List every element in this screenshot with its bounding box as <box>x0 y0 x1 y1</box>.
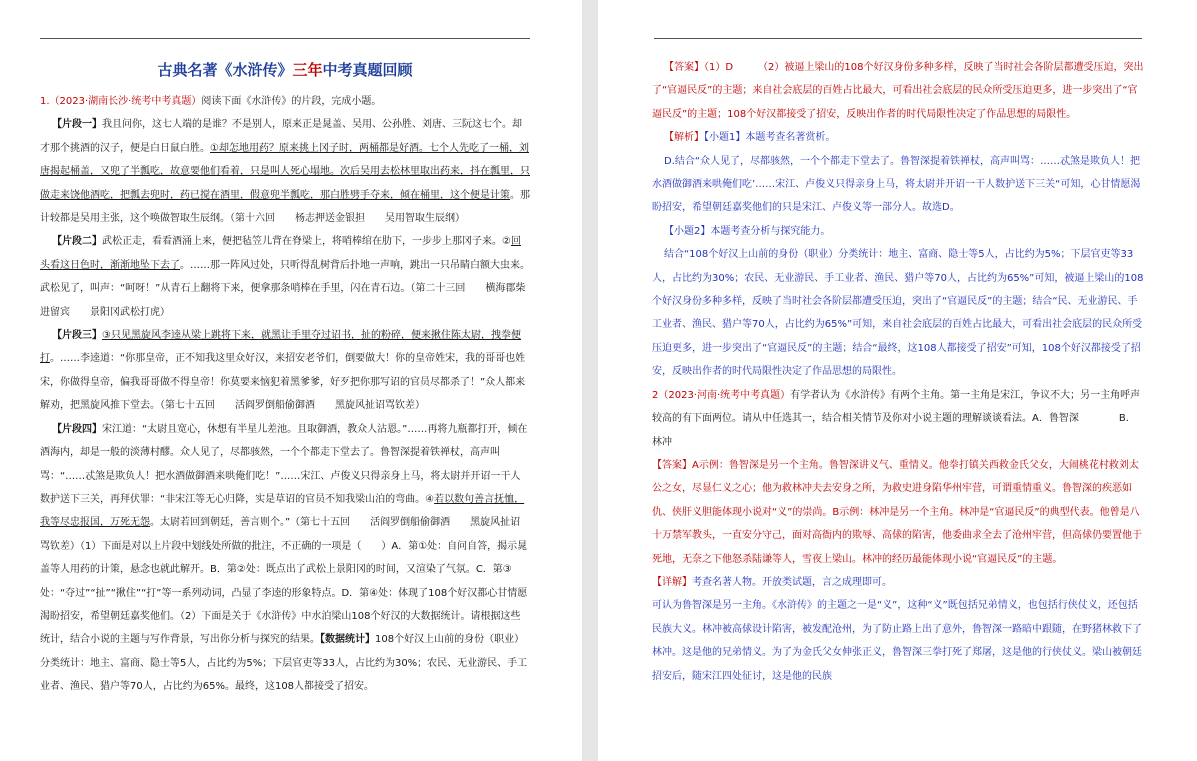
document-page-right <box>598 0 1197 761</box>
question-2: 2（2023·河南·统考中考真题）有学者认为《水浒传》有两个主角。第一主角是宋江，争议不大；另一主角呼声较高的有下面两位。请从中任选其一，结合相关情节及你对小说主题的理解谈谈看法。A．鲁智深 B．林冲 <box>652 389 1141 448</box>
fragment-1: 【片段一】我且问你，这七人端的是谁？不是别人，原来正是晁盖、吴用、公孙胜、刘唐、三阮这七个。却才那个挑酒的汉子，便是白日鼠白胜。①却怎地用药？原来挑上冈子时，两桶都是好酒。七个人先吃了一桶，刘唐揭起桶盖，又兜了半瓢吃，故意要他们看着，只是叫人死心塌地。次后吴用去松林里取出药来，抖在瓢里，只做走来饶他酒吃，把瓢去兜时，药已搅在酒里，假意兜半瓢吃，那白胜劈手夺来，倾在桶里，这个便是计策。那计较都是吴用主张，这个唤做智取生辰纲。（第十六回 杨志押送金银担 吴用智取生辰纲） <box>40 119 530 225</box>
header-rule <box>654 38 1142 39</box>
fragment-4: 【片段四】宋江道：“太尉且宽心，休想有半星儿差池。且取御酒，教众人沾恩。”……再将九瓶都打开，倾在酒海内，却是一般的淡薄村醪。众人见了，尽都骇然，一个个都走下堂去了。鲁智深提着铁禅杖，高声叫骂：“……忒煞是欺负人！把水酒做御酒来哄俺们吃！”……宋江、卢俊义只得亲身上马，将太尉并开诏一干人数护送下三关，再拜伏罪：“非宋江等无心归降，实是草诏的官员不知我梁山泊的弯曲。④若以数句善言抚恤，我等尽忠报国，万死无怨。太尉若回到朝廷，善言则个。”（第七十五回 活阎罗倒船偷御酒 黑旋风扯诏骂钦差）（1）下面是对以上片段中划线处所做的批注，不正确的一项是（ ）A．第①处：自问自答，揭示晁盖等人用药的计策，悬念也就此解开。B．第②处：既点出了武松上景阳冈的时间，又渲染了气氛。C．第③处：“夺过”“扯”“揪住”“打”等一系列动词，凸显了李逵的形象特点。D．第④处：体现了108个好汉都心甘情愿渴盼招安，希望朝廷嘉奖他们。（2）下面是关于《水浒传》中水泊梁山108个好汉的大数据统计。请根据这些统计，结合小说的主题与写作背景，写出你分析与探究的结果。【数据统计】108个好汉上山前的身份（职业）分类统计：地主、富商、隐士等5人，占比约为5%；下层官吏等33人，占比约为30%；农民、无业游民、手工业者、渔民、猎户等70人，占比约为65%。最终，这108人都接受了招安。 <box>40 423 528 693</box>
page-gap <box>582 0 598 761</box>
header-rule <box>40 38 530 39</box>
analysis-heading: 【解析】【小题1】本题考查名著赏析。 <box>664 132 836 144</box>
page-title: 古典名著《水浒传》三年中考真题回顾 <box>157 61 413 79</box>
detail-text: 可认为鲁智深是另一主角。《水浒传》的主题之一是“义”，这种“义”既包括兄弟情义，也包括行侠仗义，还包括民族大义。林冲被高俅设计陷害，被发配沧州，为了防止路上出了意外，鲁智深一路暗中跟随，在野猪林救下了林冲。这是他的兄弟情义。为了为金氏父女伸张正义，鲁智深三拳打死了郑屠，这是他的行侠仗义。梁山被朝廷招安后，随宋江四处征讨，这是他的民族 <box>652 600 1142 682</box>
fragment-2: 【片段二】武松正走，看看酒涌上来，便把毡笠儿背在脊梁上，将哨棒绾在肋下，一步步上那冈子来。②回头看这日色时，渐渐地坠下去了。……那一阵风过处，只听得乱树背后扑地一声响，跳出一只吊睛白额大虫来。武松见了，叫声：“呵呀！”从青石上翻将下来，便拿那条哨棒在手里，闪在青石边。（第二十三回 横海郡柴进留宾 景阳冈武松打虎） <box>40 236 530 318</box>
right-content <box>652 56 1144 688</box>
answer-2: 【答案】A示例：鲁智深是另一个主角。鲁智深讲义气、重情义。他拳打镇关西救金氏父女，大闹桃花村救刘太公之女，尽显仁义之心；他为救林冲夫去安身之所，为救史进身陷华州牢营，可谓重情重义。鲁智深的疾恶如仇、侠肝义胆能体现小说对“义”的崇尚。B示例：林冲是另一个主角。林冲是“官逼民反”的典型代表。他曾是八十万禁军教头，一直安分守己，面对高衙内的欺辱、高俅的陷害，他委曲求全去了沧州牢营，但高俅仍要置他于死地，无奈之下他怒杀陆谦等人，雪夜上梁山。林冲的经历最能体现小说“官逼民反”的主题。 <box>652 459 1142 565</box>
analysis-d: D.结合“众人见了，尽都骇然，一个个都走下堂去了。鲁智深提着铁禅杖，高声叫骂：……忒煞是欺负人！把水酒做御酒来哄俺们吃’……宋江、卢俊义只得亲身上马，将太尉并开诏一干人数护送下三关“可知，心甘情愿渴盼招安，希望朝廷嘉奖他们的只是宋江、卢俊义等一部分人。故选D。 <box>652 155 1141 214</box>
analysis-sub2: 【小题2】本题考查分析与探究能力。 <box>664 225 831 237</box>
document-page-left <box>0 0 582 761</box>
detail-heading: 【详解】考查名著人物。开放类试题，言之成理即可。 <box>652 576 892 588</box>
answer-1: 【答案】（1）D （2）被逼上梁山的108个好汉身份多种多样，反映了当时社会各阶层都遭受压迫，突出了“官逼民反”的主题；来自社会底层的百姓占比最大，可看出社会底层的民众所受压迫更多，进一步突出了“官逼民反”的主题；108个好汉都接受了招安，反映出作者的时代局限性决定了作品思想的局限性。 <box>652 62 1144 120</box>
analysis-2: 结合“108个好汉上山前的身份（职业）分类统计：地主、富商、隐士等5人，占比约为5%；下层官吏等33人，占比约为30%；农民、无业游民、手工业者、渔民、猎户等70人，占比约为65%”可知，被逼上梁山的108个好汉身份多种多样，反映了当时社会各阶层都遭受压迫，突出了“官逼民反”的主题；结合“民、无业游民、手工业者、渔民、猎户等70人，占比约为65%”可知，来自社会底层的百姓占比最大，可看出社会底层的民众所受压迫更多，进一步突出了“官逼民反”的主题；结合“最终，这108人都接受了招安”可知，108个好汉都接受了招安，反映出作者的时代局限性决定了作品思想的局限性。 <box>652 249 1144 378</box>
fragment-3: 【片段三】③只见黑旋风李逵从梁上跳将下来，就黑让手里夺过诏书，扯的粉碎，便来揪住陈太尉，拽拳便打。……李逵道：“你那皇帝，正不知我这里众好汉，来招安老爷们，倒要做大！你的皇帝姓宋，我的哥哥也姓宋，你做得皇帝，偏我哥哥做不得皇帝！你莫要来恼犯着黑爹爹，好歹把你那写诏的官员尽都杀了！”众人都来解劝，把黑旋风推下堂去。（第七十五回 活阎罗倒船偷御酒 黑旋风扯诏骂钦差） <box>40 330 526 412</box>
question-1-heading: 1.（2023·湖南长沙·统考中考真题）阅读下面《水浒传》的片段，完成小题。 <box>40 96 382 107</box>
left-content <box>40 90 530 699</box>
